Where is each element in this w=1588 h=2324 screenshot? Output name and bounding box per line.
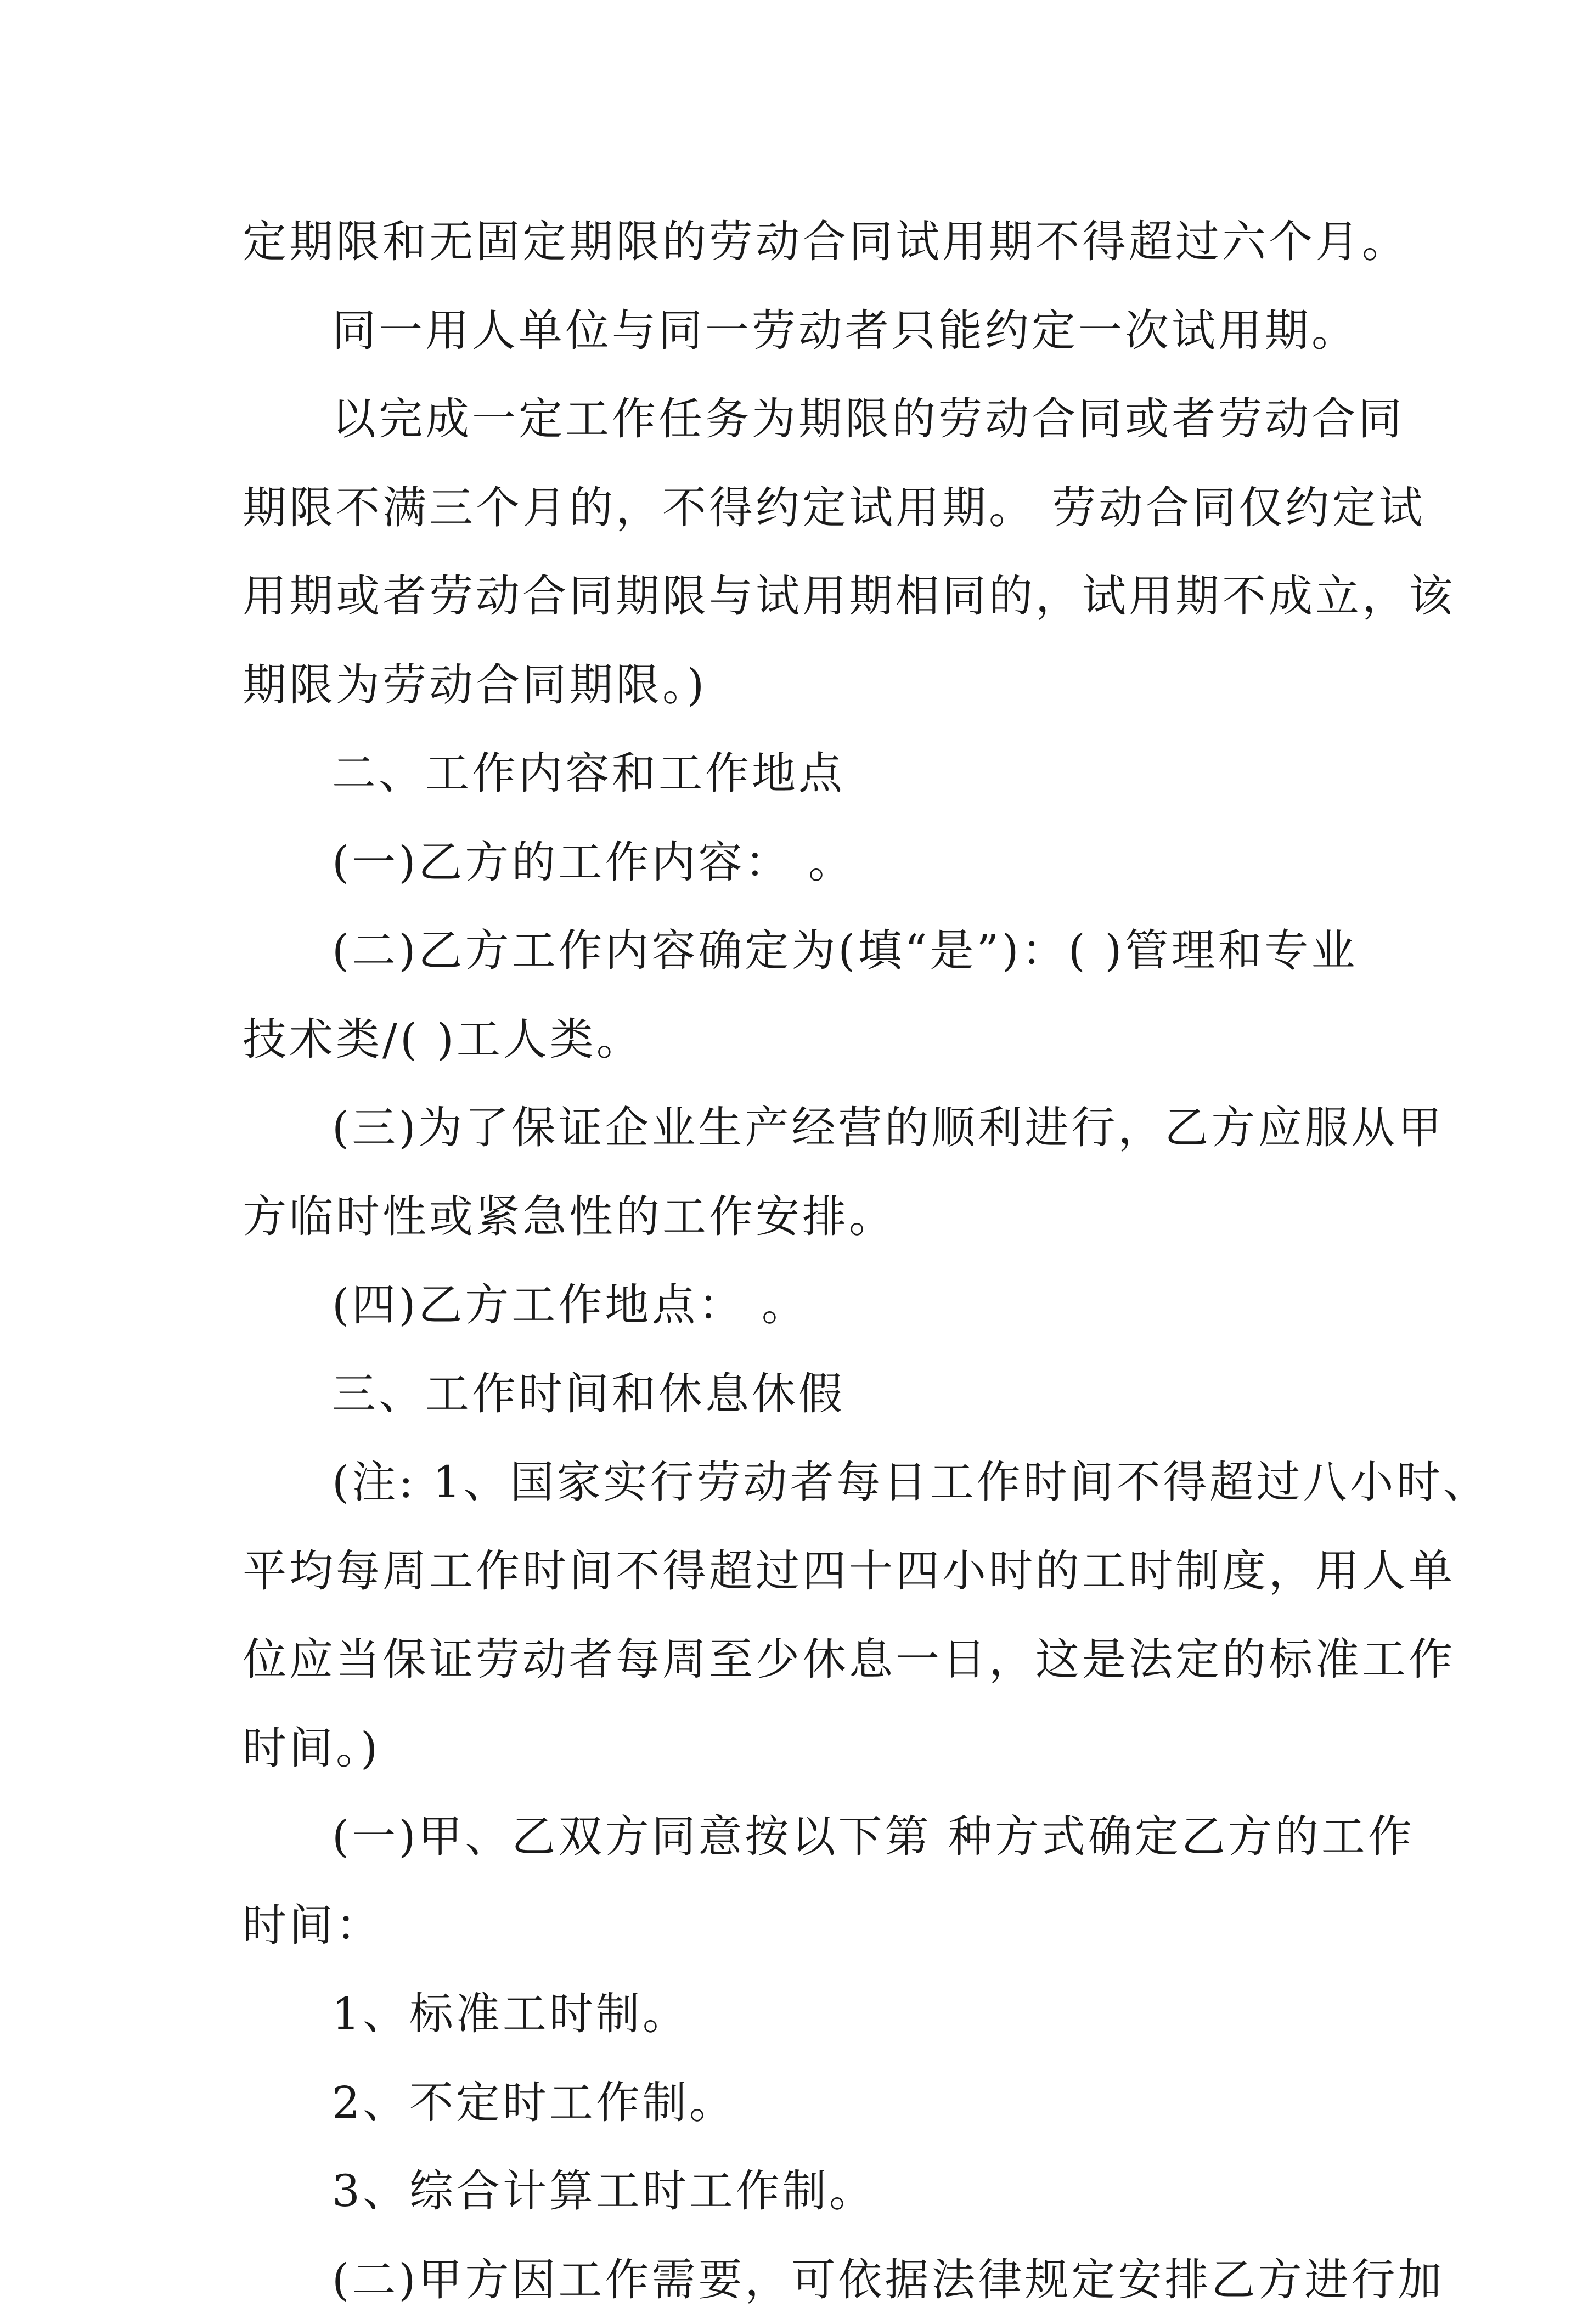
text-line: (一)乙方的工作内容： 。	[243, 818, 1356, 907]
text-line: 位应当保证劳动者每周至少休息一日，这是法定的标准工作	[243, 1615, 1356, 1704]
text-line: 期限为劳动合同期限。)	[243, 641, 1356, 730]
document-body	[243, 198, 1356, 2324]
text-line: (二)乙方工作内容确定为(填“是”)：( )管理和专业	[243, 906, 1356, 995]
text-line: (二)甲方因工作需要，可依据法律规定安排乙方进行加	[243, 2236, 1356, 2324]
list-item: 3、综合计算工时工作制。	[243, 2147, 1356, 2236]
text-line: (一)甲、乙双方同意按以下第 种方式确定乙方的工作	[243, 1792, 1356, 1881]
text-line: 以完成一定工作任务为期限的劳动合同或者劳动合同	[243, 375, 1356, 464]
list-item: 2、不定时工作制。	[243, 2058, 1356, 2147]
text-line: 方临时性或紧急性的工作安排。	[243, 1172, 1356, 1261]
text-line: 技术类/( )工人类。	[243, 995, 1356, 1084]
section-heading: 二、工作内容和工作地点	[243, 729, 1356, 818]
text-line: 定期限和无固定期限的劳动合同试用期不得超过六个月。	[243, 198, 1356, 286]
text-line: 时间：	[243, 1881, 1356, 1970]
section-heading: 三、工作时间和休息休假	[243, 1350, 1356, 1439]
text-line: (四)乙方工作地点： 。	[243, 1261, 1356, 1350]
text-line: 期限不满三个月的，不得约定试用期。 劳动合同仅约定试	[243, 464, 1356, 552]
text-line: (注: 1、国家实行劳动者每日工作时间不得超过八小时、	[243, 1438, 1356, 1527]
text-line: 平均每周工作时间不得超过四十四小时的工时制度，用人单	[243, 1527, 1356, 1616]
text-line: 时间。)	[243, 1704, 1356, 1793]
text-line: 用期或者劳动合同期限与试用期相同的，试用期不成立，该	[243, 552, 1356, 641]
text-line: (三)为了保证企业生产经营的顺利进行，乙方应服从甲	[243, 1084, 1356, 1172]
text-line: 同一用人单位与同一劳动者只能约定一次试用期。	[243, 286, 1356, 375]
list-item: 1、标准工时制。	[243, 1970, 1356, 2058]
